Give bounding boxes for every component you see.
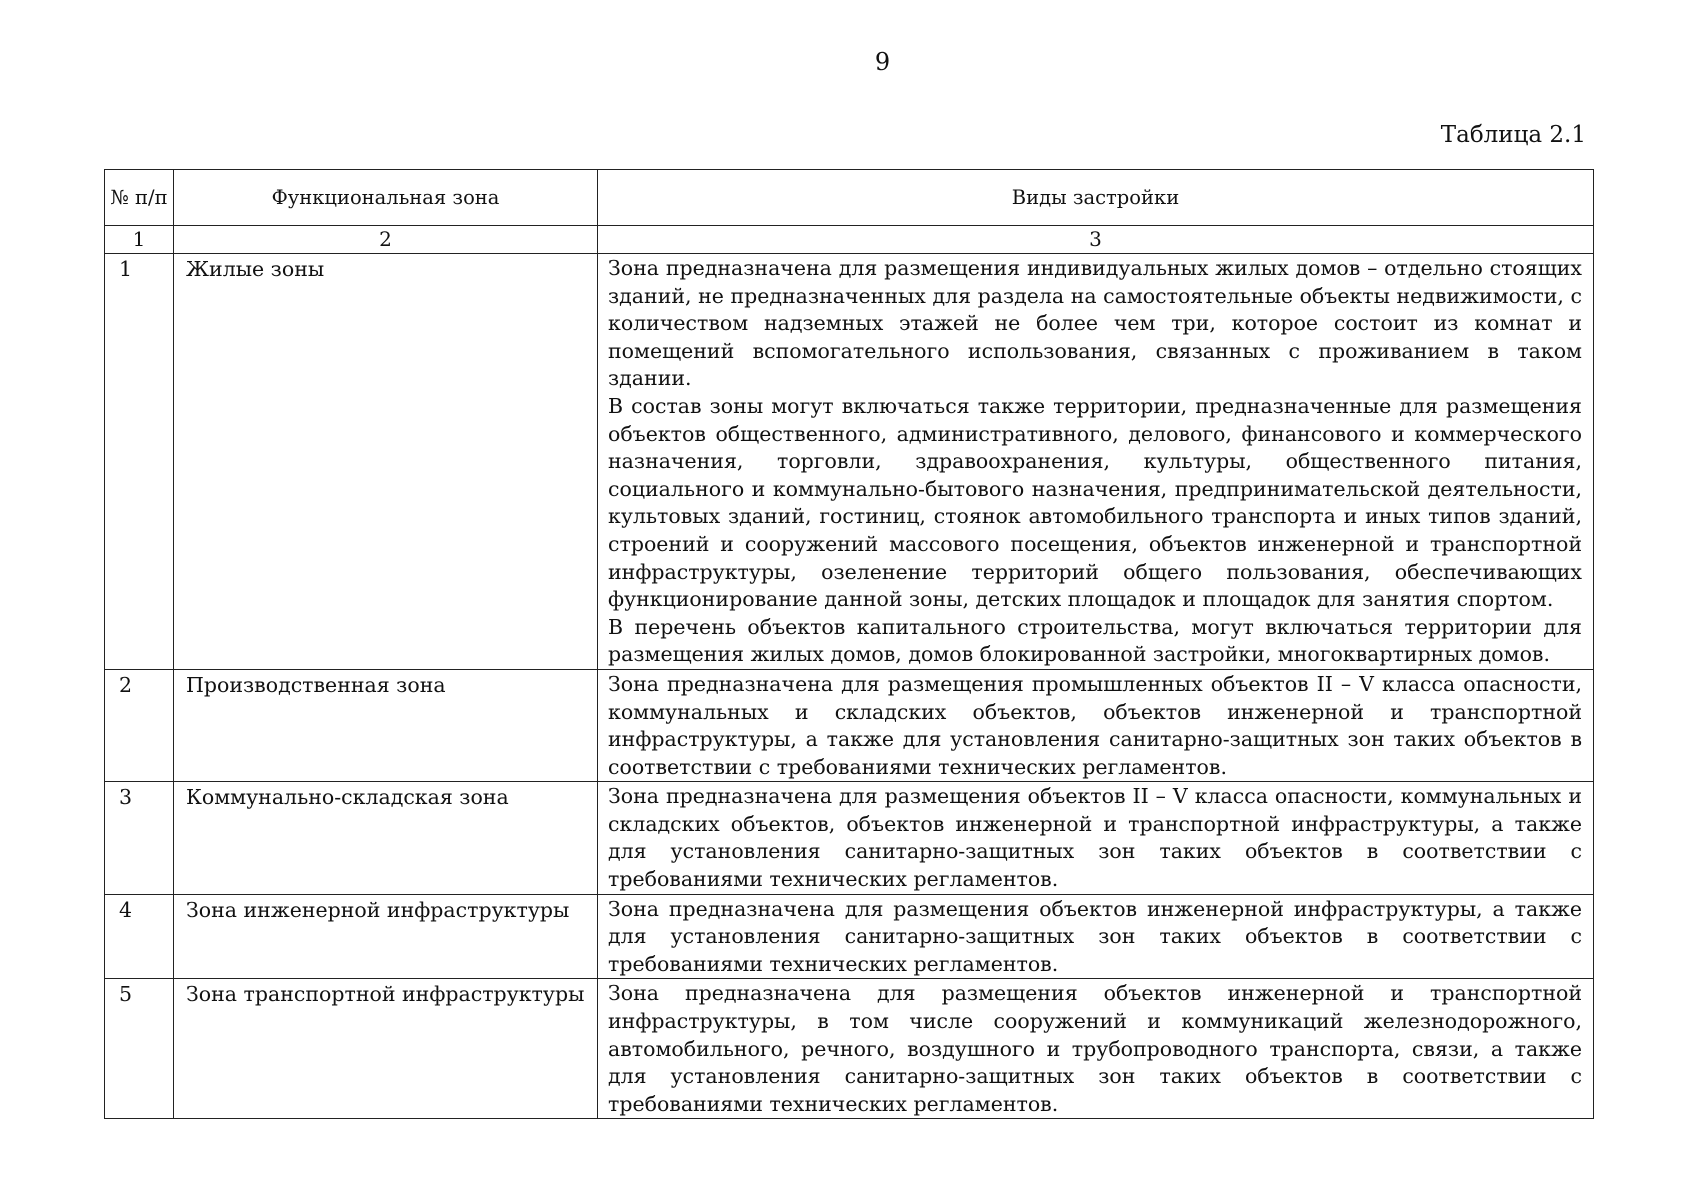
zone-description: [598, 254, 1594, 670]
row-number: 3: [105, 782, 174, 894]
table-row: [105, 782, 1594, 894]
header-num: № п/п: [105, 170, 174, 226]
index-cell-2: 2: [174, 226, 598, 254]
table-header-row: [105, 170, 1594, 226]
functional-zones-table: [104, 169, 1594, 1119]
description-paragraph: Зона предназначена для размещения объектов II – V класса опасности, коммунальных и складских объектов, объектов инженерной и транспортной инфраструктуры, а также для установления санитарно-защитных зон таких объектов в соответствии с требованиями технических регламентов.: [608, 784, 1582, 892]
index-cell-3: 3: [598, 226, 1594, 254]
table-row: [105, 669, 1594, 781]
table-row: [105, 894, 1594, 979]
header-kinds: Виды застройки: [598, 170, 1594, 226]
zone-name: Производственная зона: [174, 669, 598, 781]
page-number: 9: [874, 48, 891, 76]
zone-name: Зона транспортной инфраструктуры: [174, 979, 598, 1119]
row-number: 1: [105, 254, 174, 670]
index-cell-1: 1: [105, 226, 174, 254]
table-row: [105, 254, 1594, 670]
description-paragraph: Зона предназначена для размещения индивидуальных жилых домов – отдельно стоящих зданий, не предназначенных для раздела на самостоятельные объекты недвижимости, с количеством надземных этажей не более чем три, которое состоит из комнат и помещений вспомогательного использования, связанных с проживанием в таком здании.: [608, 256, 1582, 391]
zone-name: Коммунально-складская зона: [174, 782, 598, 894]
description-paragraph: Зона предназначена для размещения объектов инженерной и транспортной инфраструктуры, в том числе сооружений и коммуникаций железнодорожного, автомобильного, речного, воздушного и трубопроводного транспорта, связи, а также для установления санитарно-защитных зон таких объектов в соответствии с требованиями технических регламентов.: [608, 981, 1582, 1116]
header-zone: Функциональная зона: [174, 170, 598, 226]
table-caption: Таблица 2.1: [1440, 122, 1586, 148]
row-number: 2: [105, 669, 174, 781]
table-row: [105, 979, 1594, 1119]
description-paragraph: В перечень объектов капитального строительства, могут включаться территории для размещения жилых домов, домов блокированной застройки, многоквартирных домов.: [608, 614, 1582, 667]
zone-name: Зона инженерной инфраструктуры: [174, 894, 598, 979]
zone-name: Жилые зоны: [174, 254, 598, 670]
zone-description: [598, 979, 1594, 1119]
description-paragraph: Зона предназначена для размещения объектов инженерной инфраструктуры, а также для установления санитарно-защитных зон таких объектов в соответствии с требованиями технических регламентов.: [608, 896, 1582, 976]
zone-description: [598, 669, 1594, 781]
row-number: 4: [105, 894, 174, 979]
zone-description: [598, 894, 1594, 979]
zone-description: [598, 782, 1594, 894]
description-paragraph: В состав зоны могут включаться также территории, предназначенные для размещения объектов общественного, административного, делового, финансового и коммерческого назначения, торговли, здравоохранения, культуры, общественного питания, социального и коммунально-бытового назначения, предпринимательской деятельности, культовых зданий, гостиниц, стоянок автомобильного транспорта и иных типов зданий, строений и сооружений массового посещения, объектов инженерной и транспортной инфраструктуры, озеленение территорий общего пользования, обеспечивающих функционирование данной зоны, детских площадок и площадок для занятия спортом.: [608, 393, 1582, 612]
row-number: 5: [105, 979, 174, 1119]
table-index-row: [105, 226, 1594, 254]
description-paragraph: Зона предназначена для размещения промышленных объектов II – V класса опасности, коммунальных и складских объектов, объектов инженерной и транспортной инфраструктуры, а также для установления санитарно-защитных зон таких объектов в соответствии с требованиями технических регламентов.: [608, 671, 1582, 779]
